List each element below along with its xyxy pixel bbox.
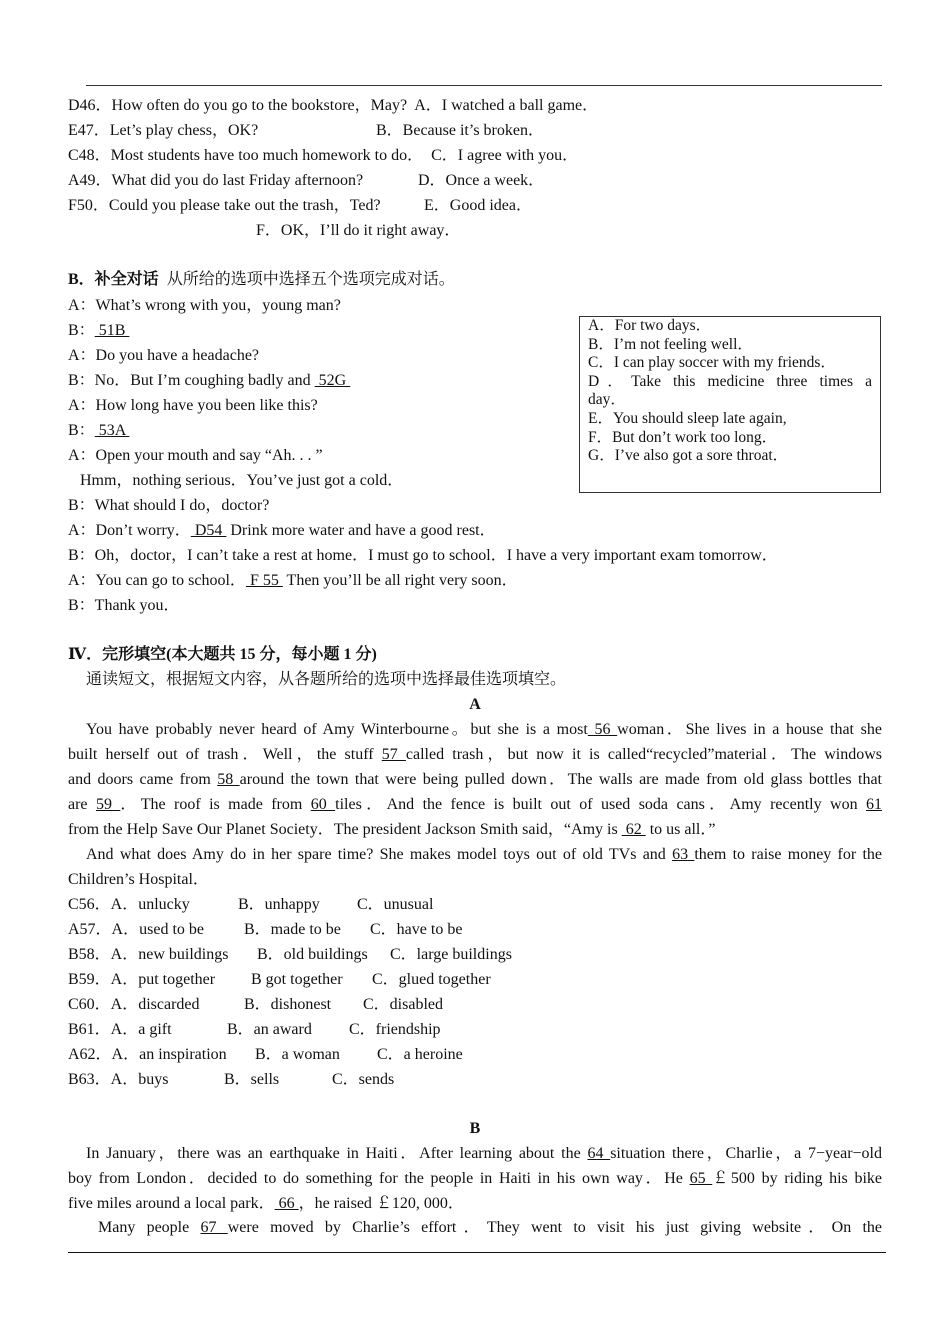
- answer-blank-51: 51B: [94, 322, 130, 339]
- answer-blank-55: F 55: [245, 572, 283, 589]
- choice-c: C．disabled: [363, 996, 443, 1013]
- choice-b: B．dishonest: [244, 996, 332, 1013]
- dialogue-line: B： 51B: [68, 322, 130, 339]
- header-rule: [86, 85, 882, 86]
- match-row-46: D46．How often do you go to the bookstore，May? A．I watched a ball game．: [68, 97, 599, 114]
- dialogue-line: A：Do you have a headache?: [68, 347, 260, 364]
- option-item: E．You should sleep late again,: [588, 409, 787, 427]
- dialogue-line: Hmm，nothing serious．You’ve just got a cold．: [80, 472, 404, 489]
- option-item: day．: [588, 391, 626, 409]
- cloze-blank-59: 59: [95, 796, 121, 813]
- passage-a-line: Children’s Hospital．: [68, 871, 209, 888]
- passage-a-line: are 59 ．The roof is made from 60 tiles．And the fence is built out of used soda cans．Amy recently won 61: [68, 796, 882, 813]
- option-item: F．But don’t work too long．: [588, 428, 778, 446]
- choice-row: A62．A．an inspiration: [68, 1046, 227, 1063]
- cloze-blank-56: 56: [587, 721, 618, 738]
- passage-b-line: In January，there was an earthquake in Haiti．After learning about the 64 situation there，Charlie，a 7−year−old: [86, 1145, 882, 1162]
- answer-blank-52: 52G: [314, 372, 351, 389]
- choice-row: B61．A．a gift: [68, 1021, 172, 1038]
- choice-c: C．have to be: [370, 921, 463, 938]
- choice-row: A57．A．used to be: [68, 921, 204, 938]
- dialogue-line: A：Don’t worry． D54 Drink more water and have a good rest．: [68, 522, 496, 539]
- match-option-f: F．OK，I’ll do it right away．: [256, 222, 461, 239]
- match-row-48: C48．Most students have too much homework to do． C．I agree with you．: [68, 147, 579, 164]
- choice-b: B．an award: [227, 1021, 312, 1038]
- passage-a-line: from the Help Save Our Planet Society．The president Jackson Smith said，“Amy is 62 to us all．”: [68, 821, 716, 838]
- dialogue-line: A：How long have you been like this?: [68, 397, 318, 414]
- option-item: D．Take this medicine three times a: [588, 372, 872, 390]
- passage-b-line: Many people 67 were moved by Charlie’s effort．They went to visit his just giving website．On the: [98, 1219, 882, 1236]
- dialogue-line: A：Open your mouth and say “Ah. . . ”: [68, 447, 323, 464]
- options-box: [579, 316, 881, 493]
- choice-row: C60．A．discarded: [68, 996, 200, 1013]
- choice-b: B．unhappy: [238, 896, 320, 913]
- passage-a-line: and doors came from 58 around the town that were being pulled down．The walls are made from old glass bottles that: [68, 771, 883, 788]
- choice-c: C．a heroine: [377, 1046, 463, 1063]
- choice-c: C．glued together: [372, 971, 491, 988]
- choice-b: B got together: [251, 971, 343, 988]
- passage-a-line: built herself out of trash．Well，the stuff 57 called trash，but now it is called“recycled”material．The windows: [68, 746, 882, 763]
- match-option-b: B．Because it’s broken．: [376, 122, 544, 139]
- cloze-blank-66: 66: [274, 1195, 299, 1212]
- dialogue-line: A：You can go to school． F 55 Then you’ll be all right very soon．: [68, 572, 518, 589]
- choice-row: C56．A．unlucky: [68, 896, 190, 913]
- passage-b-line: five miles around a local park． 66 ，he raised ￡120, 000．: [68, 1195, 464, 1212]
- dialogue-line: B：Oh，doctor，I can’t take a rest at home．I must go to school．I have a very important exam tomorrow．: [68, 547, 778, 564]
- cloze-blank-62: 62: [621, 821, 646, 838]
- dialogue-line: A：What’s wrong with you，young man?: [68, 297, 341, 314]
- passage-a-line: You have probably never heard of Amy Winterbourne。but she is a most 56 woman．She lives in a house that she: [86, 721, 882, 738]
- option-item: A．For two days．: [588, 317, 712, 334]
- cloze-blank-60: 60: [310, 796, 336, 813]
- cloze-blank-64: 64: [587, 1145, 611, 1162]
- dialogue-line: B： 53A: [68, 422, 130, 439]
- answer-blank-54: D54: [190, 522, 227, 539]
- dialogue-line: B：Thank you．: [68, 597, 180, 614]
- choice-c: C．friendship: [349, 1021, 441, 1038]
- match-row-49: A49．What did you do last Friday afternoon?: [68, 172, 364, 189]
- choice-b: B．made to be: [244, 921, 341, 938]
- match-option-e: E．Good idea．: [424, 197, 532, 214]
- choice-b: B．old buildings: [257, 946, 368, 963]
- choice-b: B．sells: [224, 1071, 280, 1088]
- passage-b-title: B: [469, 1120, 481, 1137]
- choice-b: B．a woman: [255, 1046, 340, 1063]
- cloze-blank-65: 65: [689, 1170, 713, 1187]
- option-item: G．I’ve also got a sore throat．: [588, 447, 789, 465]
- choice-c: C．unusual: [357, 896, 434, 913]
- match-row-50: F50．Could you please take out the trash，Ted?: [68, 197, 381, 214]
- section-iv-heading: Ⅳ．完形填空(本大题共 15 分，每小题 1 分): [68, 646, 377, 663]
- cloze-blank-63: 63: [672, 846, 695, 863]
- footer-rule: [68, 1252, 886, 1253]
- cloze-blank-58: 58: [217, 771, 240, 788]
- answer-blank-53: 53A: [94, 422, 130, 439]
- option-item: C．I can play soccer with my friends．: [588, 354, 836, 372]
- dialogue-line: B：What should I do，doctor?: [68, 497, 270, 514]
- cloze-blank-61: 61: [865, 796, 882, 813]
- passage-b-line: boy from London．decided to do something for the people in Haiti in his own way．He 65 ￡500 by riding his bike: [68, 1170, 882, 1187]
- choice-row: B58．A．new buildings: [68, 946, 229, 963]
- dialogue-line: B：No．But I’m coughing badly and 52G: [68, 372, 351, 389]
- match-option-d: D．Once a week．: [418, 172, 545, 189]
- option-item: B．I’m not feeling well．: [588, 335, 753, 353]
- cloze-blank-57: 57: [381, 746, 406, 763]
- section-iv-instruction: 通读短文，根据短文内容，从各题所给的选项中选择最佳选项填空。: [86, 671, 567, 688]
- choice-row: B59．A．put together: [68, 971, 216, 988]
- choice-row: B63．A．buys: [68, 1071, 169, 1088]
- section-b-heading: B．补全对话 从所给的选项中选择五个选项完成对话。: [68, 271, 455, 288]
- match-row-47: E47．Let’s play chess，OK?: [68, 122, 259, 139]
- choice-c: C．large buildings: [390, 946, 512, 963]
- passage-a-title: A: [469, 696, 481, 713]
- cloze-blank-67: 67: [200, 1219, 228, 1236]
- choice-c: C．sends: [332, 1071, 395, 1088]
- passage-a-line: And what does Amy do in her spare time? She makes model toys out of old TVs and 63 them to raise money for the: [86, 846, 883, 863]
